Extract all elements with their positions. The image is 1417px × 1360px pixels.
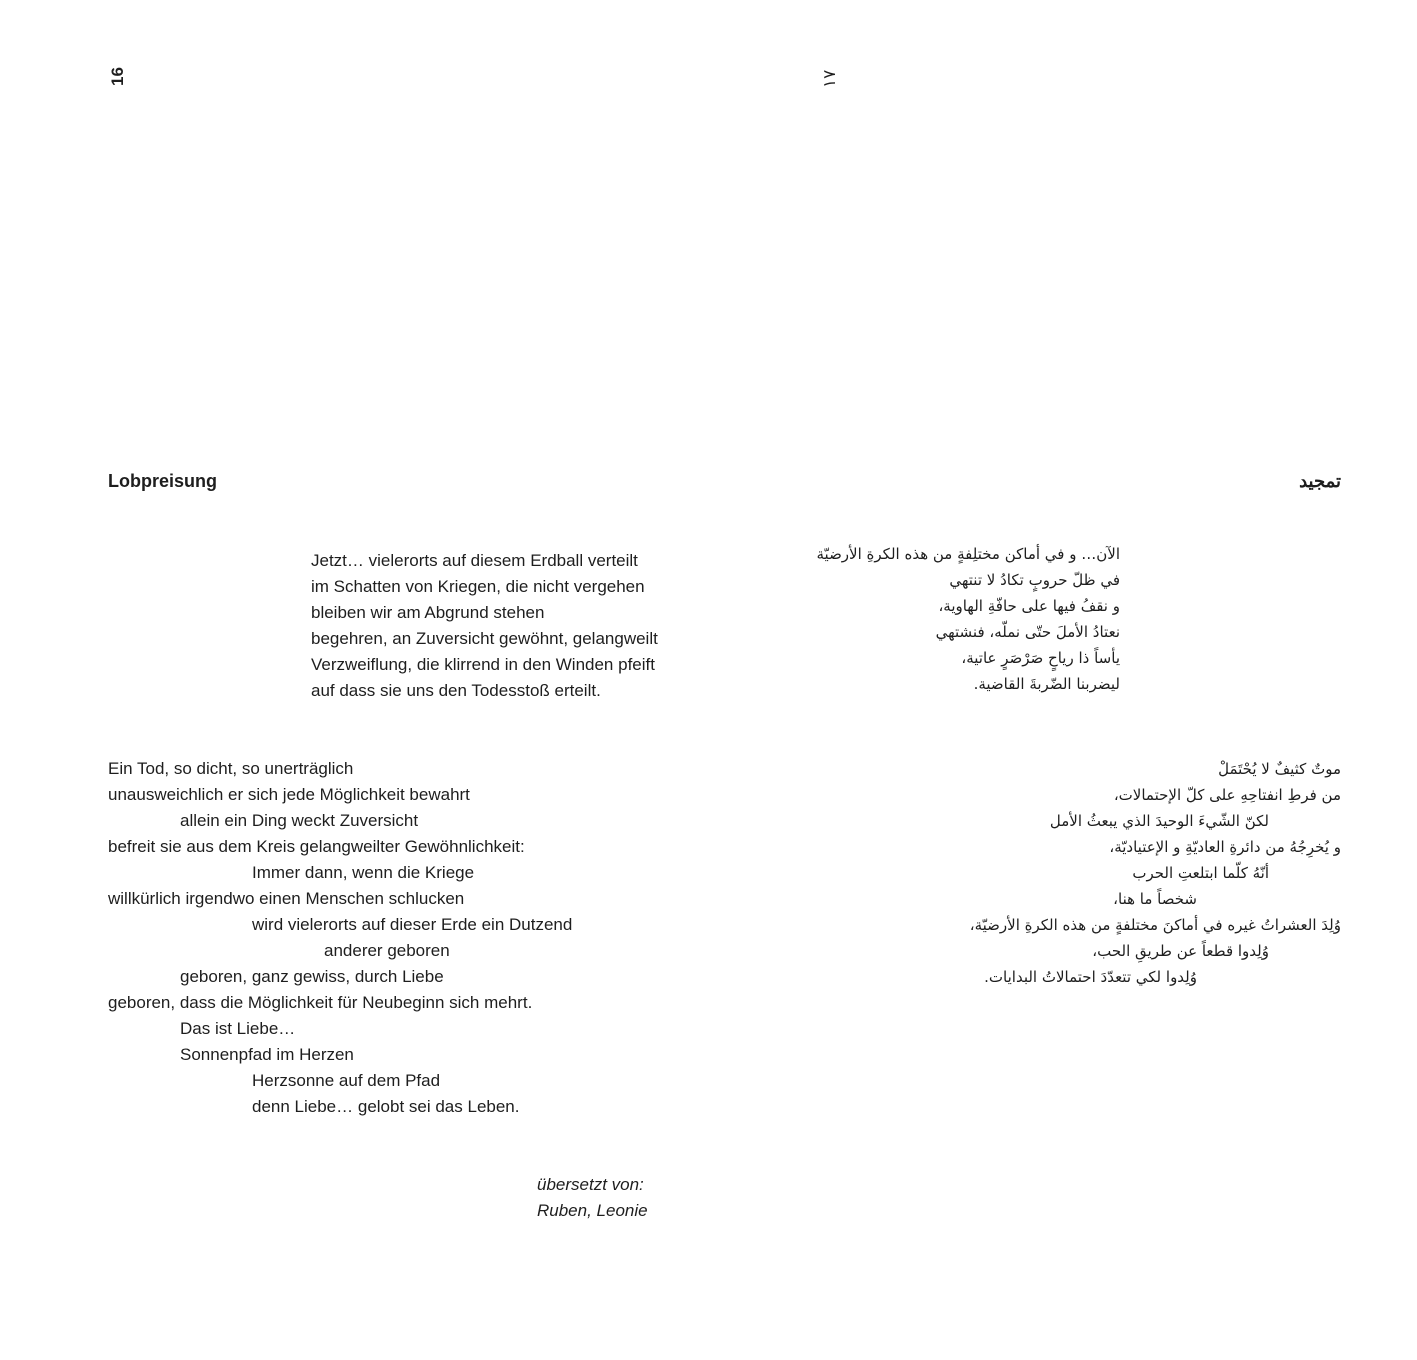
arabic-title: تمجيد xyxy=(1299,471,1341,491)
poem-line: willkürlich irgendwo einen Menschen schlucken xyxy=(108,889,465,908)
poem-line: auf dass sie uns den Todesstoß erteilt. xyxy=(311,681,601,700)
arabic-stanza-2 xyxy=(970,756,1341,990)
poem-line: و يُخرِجُهُ من دائرةِ العاديّةِ و الإعتياديّة، xyxy=(1109,838,1341,856)
poem-line: allein ein Ding weckt Zuversicht xyxy=(180,811,419,830)
poem-line: bleiben wir am Abgrund stehen xyxy=(311,603,545,622)
translation-credit xyxy=(537,1172,648,1224)
poem-line: من فرطِ انفتاحِهِ على كلّ الإحتمالات، xyxy=(1113,786,1341,804)
german-title: Lobpreisung xyxy=(108,471,217,491)
credit-label: übersetzt von: xyxy=(537,1175,644,1194)
german-stanza-1 xyxy=(311,548,658,704)
poem-line: Ein Tod, so dicht, so unerträglich xyxy=(108,759,354,778)
poem-line: موتٌ كثيفٌ لا يُحْتَمَلْ xyxy=(1218,760,1341,778)
poem-line: أنّهُ كلّما ابتلعتِ الحرب xyxy=(1132,864,1269,882)
poem-line: im Schatten von Kriegen, die nicht vergehen xyxy=(311,577,645,596)
poem-line: ليضربنا الضّربةَ القاضية. xyxy=(973,675,1120,693)
poem-line: denn Liebe… gelobt sei das Leben. xyxy=(252,1097,520,1116)
poem-line: Das ist Liebe… xyxy=(180,1019,296,1038)
poem-line: وُلِدَ العشراتُ غيره في أماكنَ مختلفةٍ من هذه الكرةِ الأرضيّة، xyxy=(969,916,1341,934)
arabic-stanza-1 xyxy=(817,541,1121,697)
german-stanza-2 xyxy=(108,756,572,1120)
poem-line: Verzweiflung, die klirrend in den Winden pfeift xyxy=(311,655,655,674)
poem-line: شخصاً ما هنا، xyxy=(1113,890,1197,908)
poem-line: وُلِدوا قطعاً عن طريقِ الحب، xyxy=(1092,942,1269,960)
page-number-right: ١٧ xyxy=(820,69,839,88)
poem-line: Immer dann, wenn die Kriege xyxy=(252,863,475,882)
poem-line: unausweichlich er sich jede Möglichkeit bewahrt xyxy=(108,785,470,804)
poem-line: wird vielerorts auf dieser Erde ein Dutzend xyxy=(252,915,573,934)
poem-line: geboren, ganz gewiss, durch Liebe xyxy=(180,967,444,986)
poem-line: geboren, dass die Möglichkeit für Neubeginn sich mehrt. xyxy=(108,993,533,1012)
poem-line: نعتادُ الأملَ حتّى نملّه، فنشتهي xyxy=(935,623,1120,641)
page-number-left: 16 xyxy=(108,67,127,86)
poem-line: في ظلّ حروبٍ تكادُ لا تنتهي xyxy=(949,571,1120,589)
credit-names: Ruben, Leonie xyxy=(537,1201,648,1220)
poem-line: و نقفُ فيها على حافّةِ الهاوية، xyxy=(938,597,1120,615)
poem-line: الآن… و في أماكن مختلِفةٍ من هذه الكرةِ الأرضيّة xyxy=(816,545,1120,563)
poem-line: anderer geboren xyxy=(324,941,450,960)
poem-line: begehren, an Zuversicht gewöhnt, gelangweilt xyxy=(311,629,658,648)
poem-line: Herzsonne auf dem Pfad xyxy=(252,1071,441,1090)
poem-line: befreit sie aus dem Kreis gelangweilter Gewöhnlichkeit: xyxy=(108,837,525,856)
poem-line: Jetzt… vielerorts auf diesem Erdball verteilt xyxy=(311,551,638,570)
poem-line: Sonnenpfad im Herzen xyxy=(180,1045,354,1064)
poem-line: لكنّ الشّيءَ الوحيدَ الذي يبعثُ الأمل xyxy=(1049,812,1269,830)
poem-line: وُلِدوا لكي تتعدّدَ احتمالاتُ البدايات. xyxy=(984,968,1197,986)
poem-line: يأساً ذا رياحٍ صَرْصَرٍ عاتية، xyxy=(961,649,1120,667)
